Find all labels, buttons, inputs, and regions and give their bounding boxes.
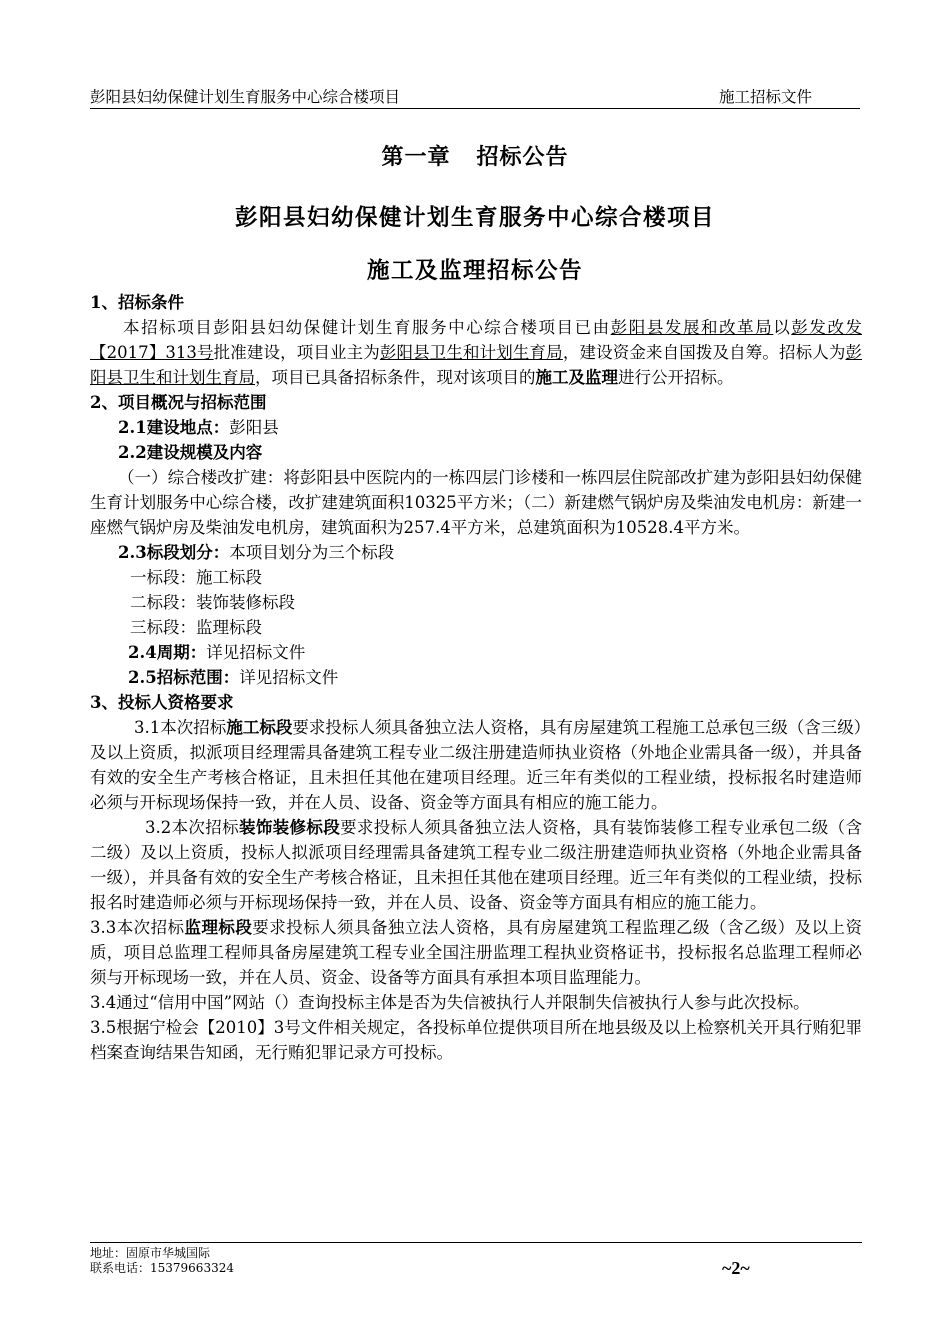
- bribery-record-paragraph: 3.5根据宁检会【2010】3号文件相关规定，各投标单位提供项目所在地县级及以上检察机关开具行贿犯罪档案查询结果告知函，无行贿犯罪记录方可投标。: [90, 1018, 862, 1062]
- qualification-supervision: 3.3本次招标监理标段要求投标人须具备独立法人资格，具有房屋建筑工程监理乙级（含乙级）及以上资质，项目总监理工程师具备房屋建筑工程专业全国注册监理工程执业资格证书，投标报名总监理工程师必须与开标现场一致，并在人员、资金、设备等方面具有承担本项目监理能力。: [90, 918, 863, 987]
- approval-authority: 彭阳县发展和改革局: [610, 318, 774, 337]
- page-number: ~2~: [722, 1258, 750, 1278]
- chapter-title: 招标公告: [476, 144, 569, 170]
- construction-location: 2.1建设地点：彭阳县: [118, 418, 279, 437]
- qualification-construction: 3.1本次招标施工标段要求投标人须具备独立法人资格，具有房屋建筑工程施工总承包三级（含三级）及以上资质，拟派项目经理需具备建筑工程专业二级注册建造师执业资格（外地企业需具备一级），并具备有效的安全生产考核合格证，且未担任其他在建项目经理。近三年有类似的工程业绩，投标报名时建造师必须与开标现场保持一致，并在人员、设备、资金等方面具有相应的施工能力。: [90, 718, 863, 812]
- tenderer: 彭阳县卫生和计划生育局: [90, 343, 863, 387]
- project-owner: 彭阳县卫生和计划生育局: [379, 343, 563, 362]
- chapter-heading: [0, 140, 950, 171]
- chapter-number: 第一章: [381, 144, 451, 170]
- tender-scope: 2.5招标范围：详见招标文件: [128, 668, 339, 687]
- notice-body: [90, 290, 862, 1065]
- footer-address: 地址：固原市华城国际: [90, 1246, 211, 1260]
- footer-contact: [90, 1246, 234, 1276]
- lot-division: 2.3标段划分：本项目划分为三个标段: [118, 543, 395, 562]
- lot-item: 一标段：施工标段: [130, 568, 262, 587]
- lot-item: 二标段：装饰装修标段: [130, 593, 295, 612]
- page-header: [90, 86, 860, 109]
- section-heading: 3、投标人资格要求: [90, 693, 234, 712]
- header-project-name: 彭阳县妇幼保健计划生育服务中心综合楼项目: [90, 88, 401, 106]
- credit-check-paragraph: 3.4通过“信用中国”网站（）查询投标主体是否为失信被执行人并限制失信被执行人参与此次投标。: [90, 993, 810, 1012]
- lot-item: 三标段：监理标段: [130, 618, 262, 637]
- approval-document-number: 彭发改发【2017】313号: [90, 318, 862, 362]
- notice-title-line2: 施工及监理招标公告: [366, 258, 583, 284]
- tender-conditions-paragraph: 本招标项目彭阳县妇幼保健计划生育服务中心综合楼项目已由彭阳县发展和改革局以彭发改发【2017】313号批准建设，项目业主为彭阳县卫生和计划生育局，建设资金来自国拨及自筹。招标人为彭阳县卫生和计划生育局，项目已具备招标条件，现对该项目的施工及监理进行公开招标。: [90, 318, 863, 387]
- section-heading: 1、招标条件: [90, 293, 184, 312]
- header-doc-type: 施工招标文件: [718, 88, 812, 106]
- scale-content-paragraph: （一）综合楼改扩建：将彭阳县中医院内的一栋四层门诊楼和一栋四层住院部改扩建为彭阳县妇幼保健生育计划服务中心综合楼，改扩建建筑面积10325平方米；（二）新建燃气锅炉房及柴油发电机房：新建一座燃气锅炉房及柴油发电机房，建筑面积为257.4平方米，总建筑面积为10528.4平方米。: [90, 468, 862, 537]
- scale-heading: 2.2建设规模及内容: [118, 443, 263, 462]
- qualification-decoration: 3.2本次招标装饰装修标段要求投标人须具备独立法人资格，具有装饰装修工程专业承包二级（含二级）及以上资质，投标人拟派项目经理需具备建筑工程专业二级注册建造师执业资格（外地企业需具备一级），并具备有效的安全生产考核合格证，且未担任其他在建项目经理。近三年有类似的工程业绩，投标报名时建造师必须与开标现场保持一致，并在人员、设备、资金等方面具有相应的施工能力。: [90, 818, 863, 912]
- section-heading: 2、项目概况与招标范围: [90, 393, 267, 412]
- notice-title-line1: 彭阳县妇幼保健计划生育服务中心综合楼项目: [234, 205, 715, 231]
- footer-phone: 联系电话：15379663324: [90, 1261, 234, 1275]
- footer-divider: [90, 1242, 862, 1243]
- period: 2.4周期：详见招标文件: [128, 643, 306, 662]
